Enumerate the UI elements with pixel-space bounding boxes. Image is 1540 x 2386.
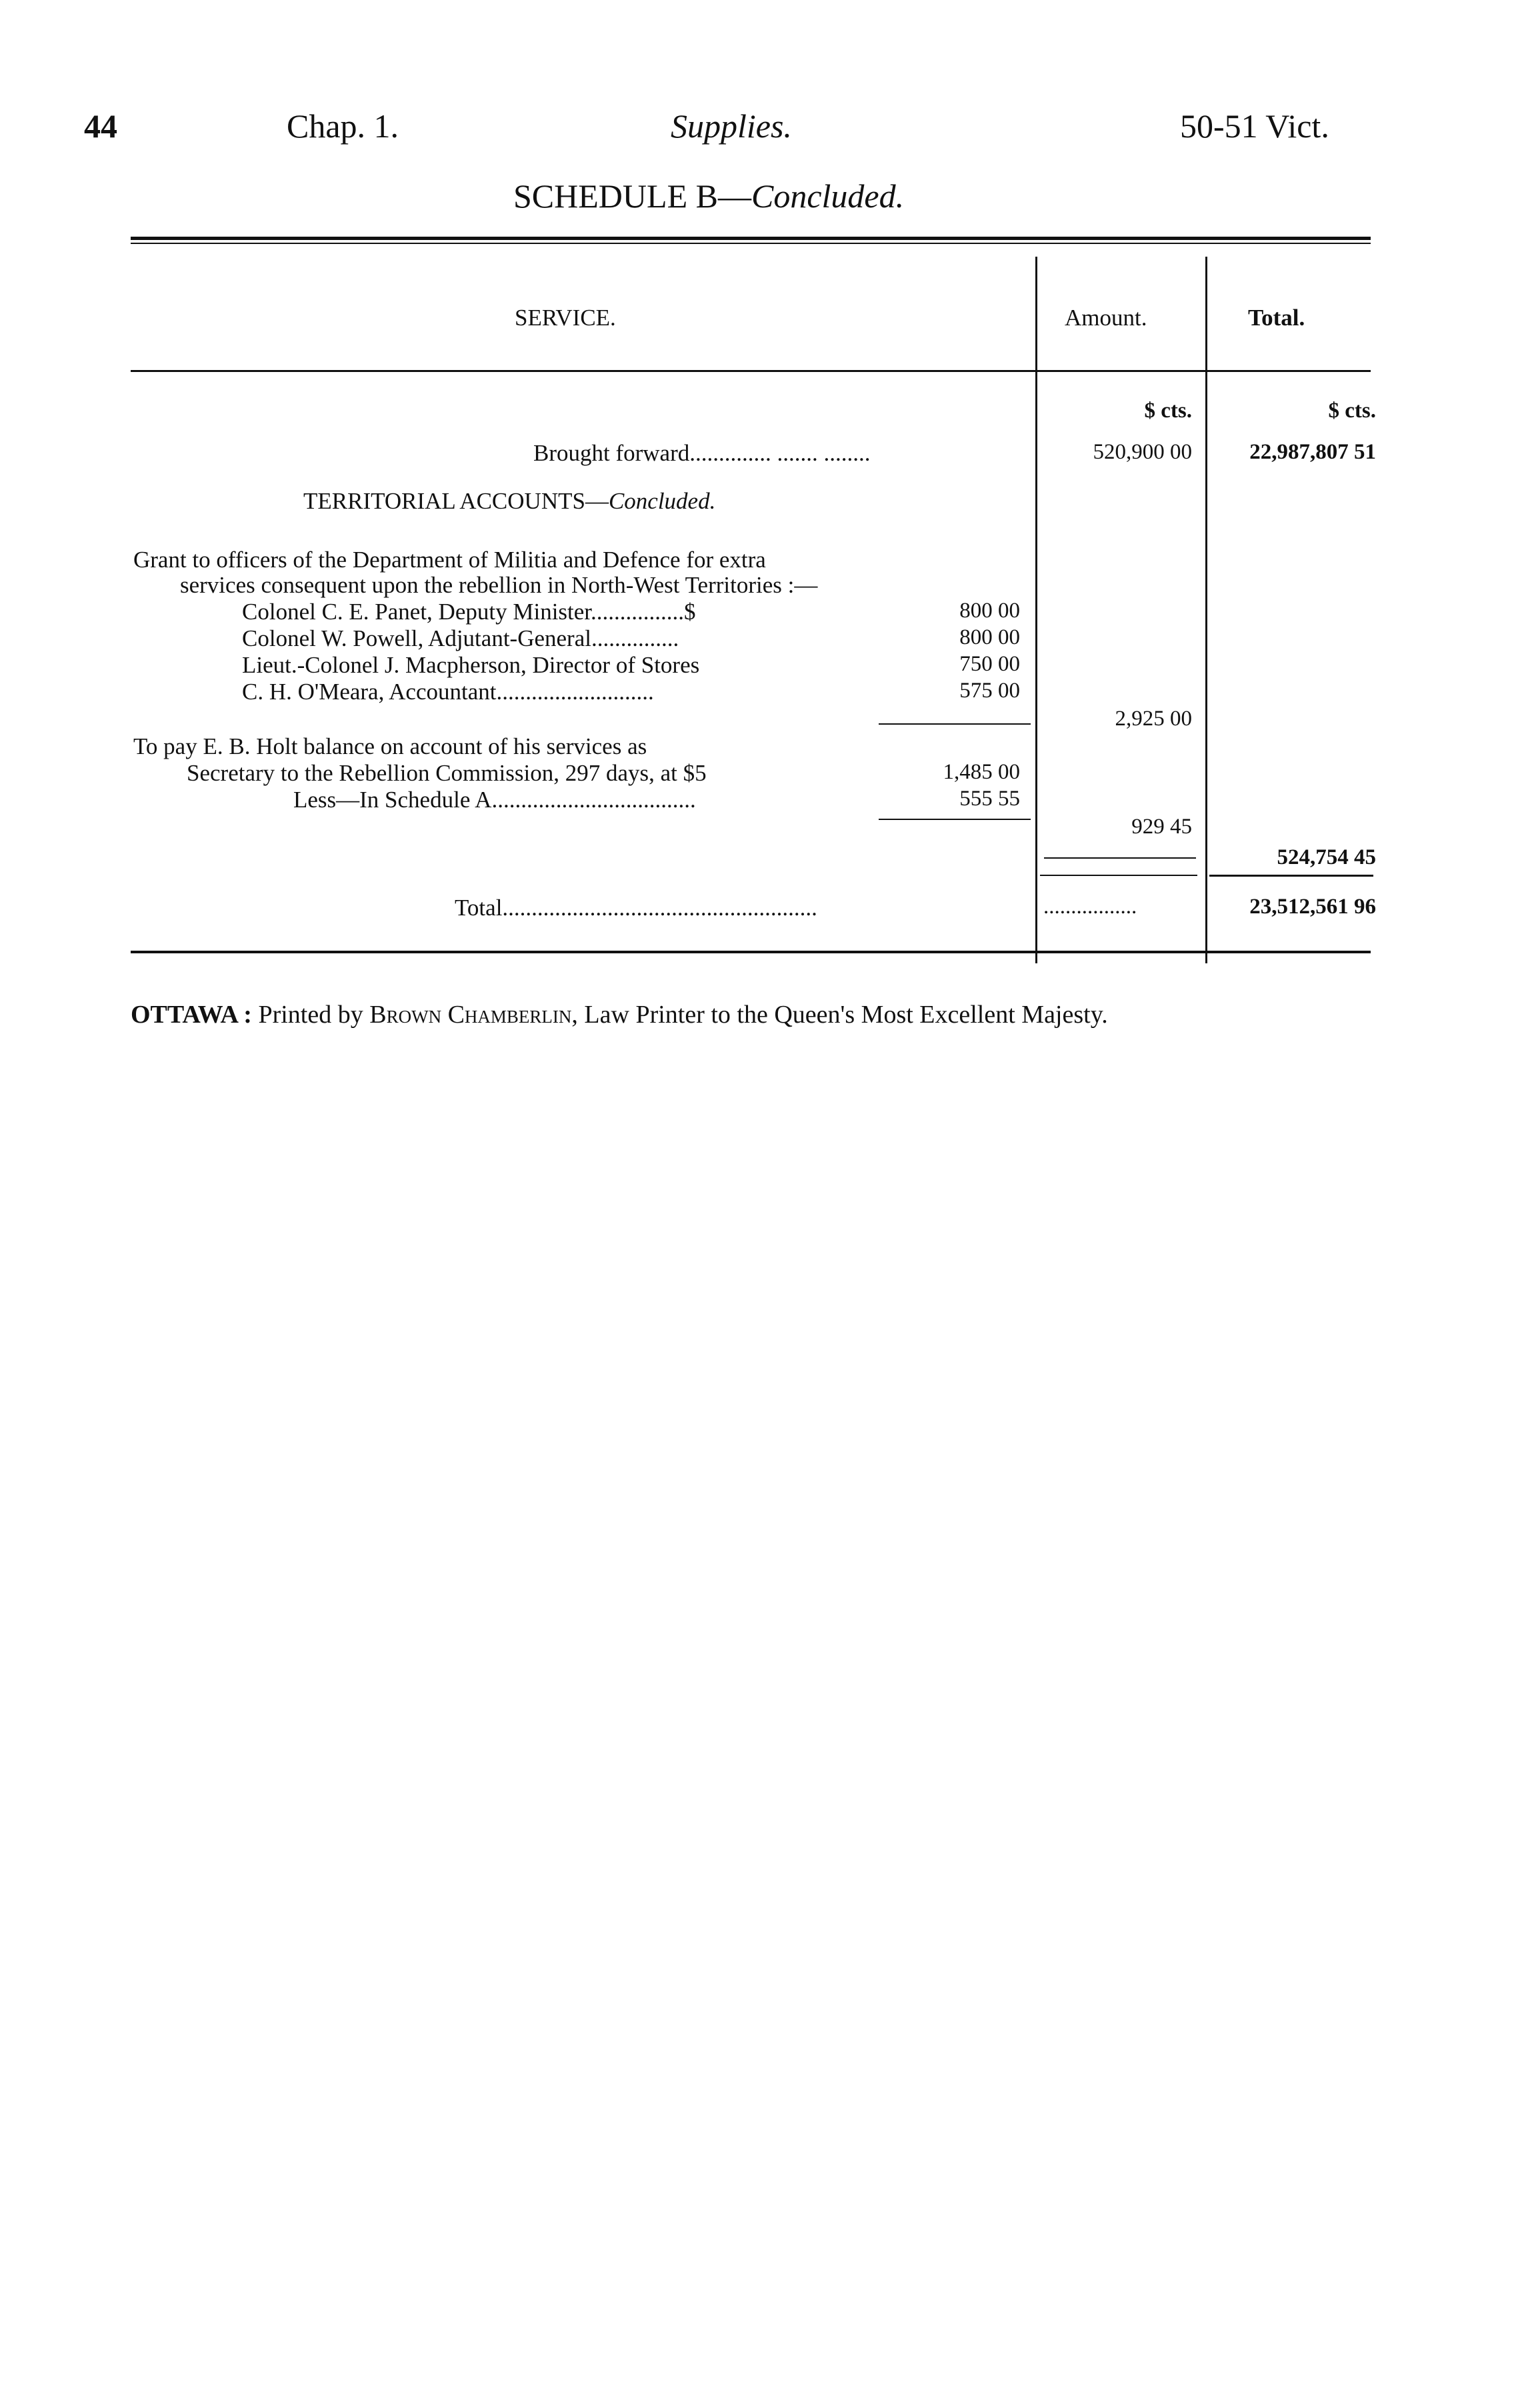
total-row-rule-amount [1040, 875, 1197, 876]
grant-description-line1: Grant to officers of the Department of Militia and Defence for extra [133, 547, 766, 573]
grant-description-line2: services consequent upon the rebellion in North-West Territories :— [180, 572, 818, 598]
section-heading [303, 488, 715, 515]
total-units: $ cts. [1328, 399, 1376, 423]
imprint-text-before: Printed by [258, 1001, 363, 1029]
imprint-printer: Brown Chamberlin, [369, 1001, 578, 1029]
amount-sum-rule [1044, 857, 1196, 859]
section-heading-main: TERRITORIAL ACCOUNTS— [303, 488, 609, 514]
grant-item-value: 800 00 [959, 599, 1020, 623]
total-label: Total...................................................... [455, 895, 817, 921]
total-amount-dots: ................. [1043, 895, 1137, 919]
imprint-text-after: Law Printer to the Queen's Most Excellent Majesty. [584, 1001, 1108, 1029]
holt-gross-value: 1,485 00 [943, 760, 1020, 784]
grant-item-label: Colonel C. E. Panet, Deputy Minister................$ [242, 599, 696, 625]
schedule-title-suffix: Concluded. [751, 177, 905, 215]
grant-item-value: 750 00 [959, 652, 1020, 676]
grant-item-label: C. H. O'Meara, Accountant........................... [242, 679, 654, 705]
page-number: 44 [84, 107, 117, 145]
column-heading-amount: Amount. [1065, 305, 1147, 331]
schedule-title [513, 177, 904, 215]
holt-description-line1: To pay E. B. Holt balance on account of his services as [133, 733, 647, 759]
heading-rule [131, 370, 1371, 372]
amount-units: $ cts. [1144, 399, 1192, 423]
grand-total: 23,512,561 96 [1249, 895, 1376, 919]
section-subtotal: 524,754 45 [1277, 845, 1376, 869]
total-row-rule-total [1209, 875, 1373, 877]
section-heading-suffix: Concluded. [608, 488, 716, 514]
holt-amount: 929 45 [1131, 815, 1192, 839]
brought-forward-label: Brought forward.............. ....... ........ [533, 440, 871, 466]
brought-forward-amount: 520,900 00 [1093, 440, 1192, 464]
column-heading-service: SERVICE. [515, 305, 616, 331]
column-divider-amount [1035, 257, 1037, 963]
brought-forward-total: 22,987,807 51 [1249, 440, 1376, 464]
grant-item-value: 575 00 [959, 679, 1020, 703]
running-title: Supplies. [671, 107, 792, 145]
table-top-rule-thin [131, 243, 1371, 244]
imprint-city: OTTAWA : [131, 1001, 252, 1029]
grant-item-label: Colonel W. Powell, Adjutant-General............... [242, 625, 679, 651]
grant-item-value: 800 00 [959, 625, 1020, 649]
holt-description-line2: Secretary to the Rebellion Commission, 297 days, at $5 [187, 760, 707, 786]
holt-less-value: 555 55 [959, 787, 1020, 811]
printer-imprint [131, 1000, 1108, 1029]
regnal-year: 50-51 Vict. [1180, 107, 1329, 145]
column-divider-total [1205, 257, 1207, 963]
schedule-title-main: SCHEDULE B— [513, 177, 751, 215]
grant-item-label: Lieut.-Colonel J. Macpherson, Director of Stores [242, 652, 700, 678]
table-top-rule [131, 237, 1371, 240]
chapter-label: Chap. 1. [287, 107, 399, 145]
holt-less-line: Less—In Schedule A................................... [293, 787, 696, 813]
grant-sum-rule [879, 723, 1031, 725]
holt-sum-rule [879, 819, 1031, 820]
column-heading-total: Total. [1248, 305, 1305, 331]
table-bottom-rule [131, 951, 1371, 953]
grant-amount: 2,925 00 [1115, 707, 1192, 731]
